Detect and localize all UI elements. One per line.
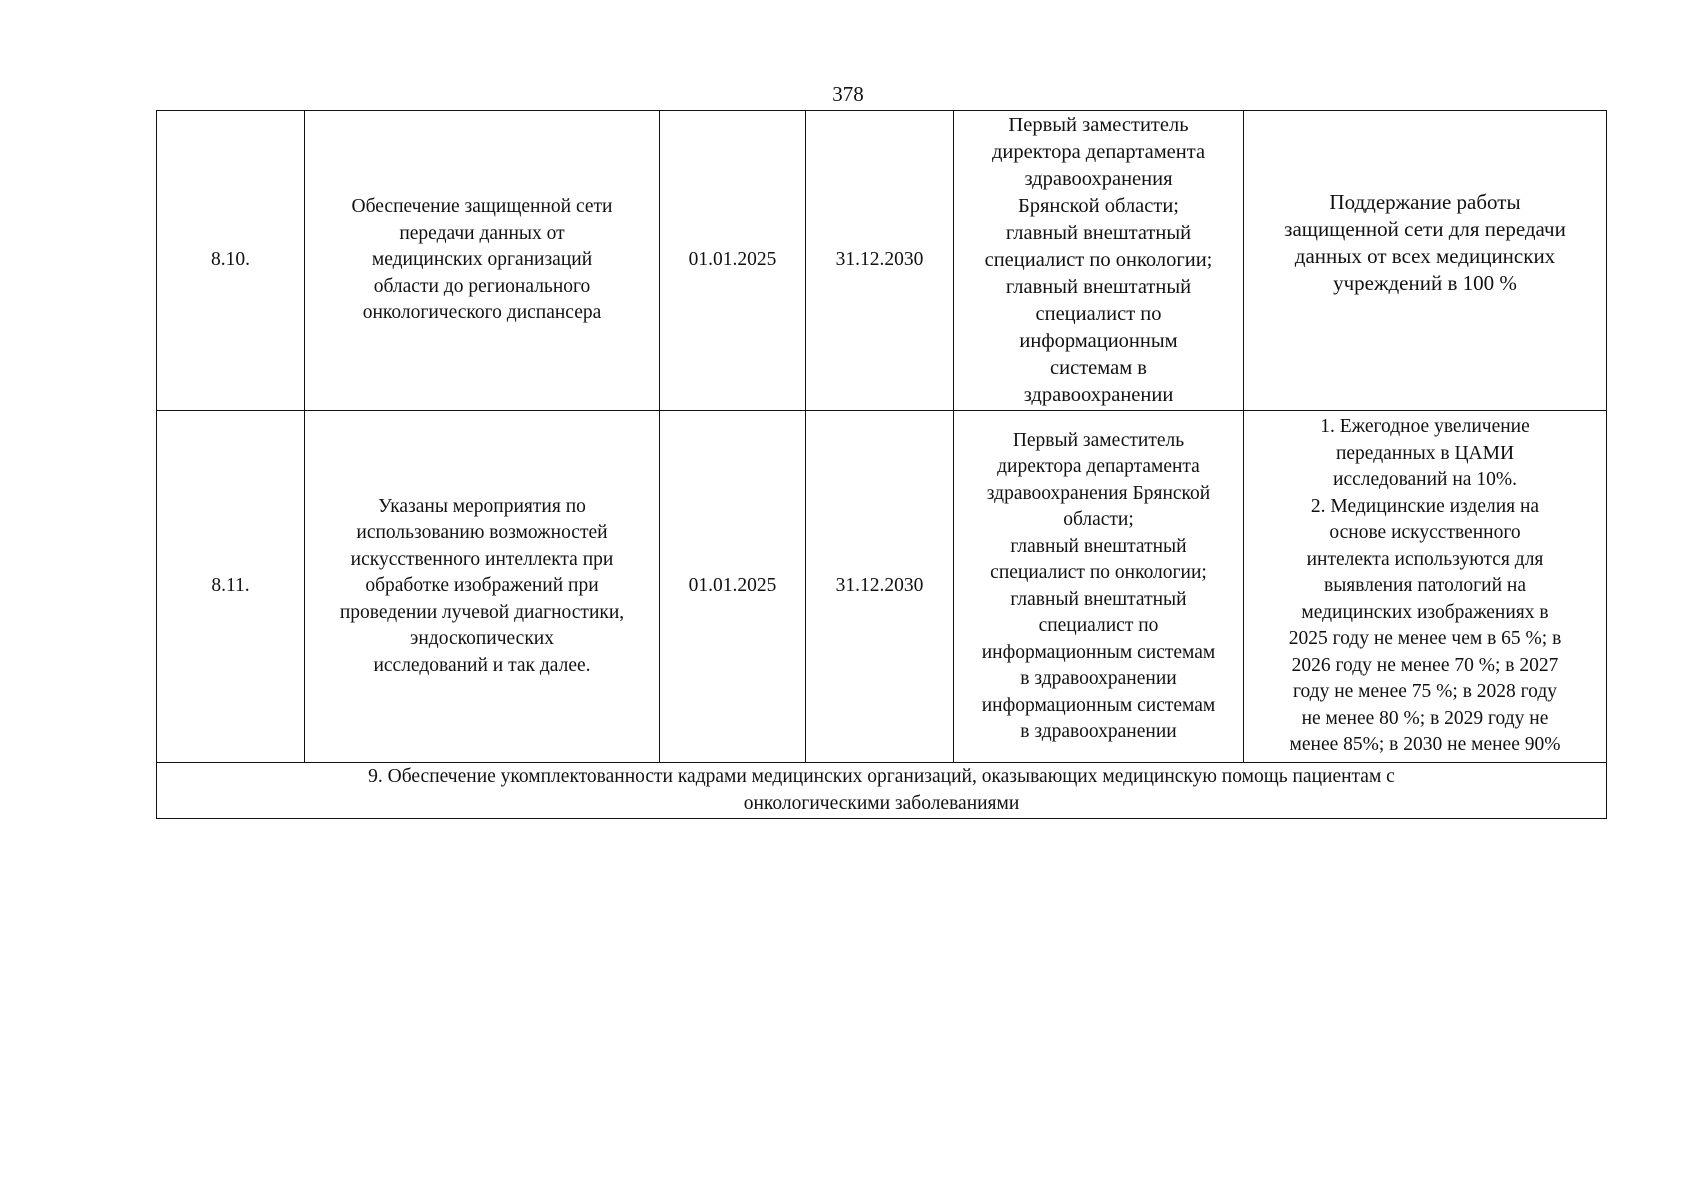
- section-heading: 9. Обеспечение укомплектованности кадрами медицинских организаций, оказывающих медицинскую помощь пациентам с онкологическими заболеваниями: [157, 763, 1607, 819]
- table-row: [157, 411, 1607, 763]
- end-date-cell: 31.12.2030: [806, 411, 954, 763]
- table-row: [157, 111, 1607, 411]
- measures-table: [156, 110, 1607, 819]
- result-cell: 1. Ежегодное увеличение переданных в ЦАМИ исследований на 10%. 2. Медицинские изделия на основе искусственного интелекта используются для выявления патологий на медицинских изображениях в 2025 году не менее чем в 65 %; в 2026 году не менее 70 %; в 2027 году не менее 75 %; в 2028 году не менее 80 %; в 2029 году не менее 85%; в 2030 не менее 90%: [1244, 411, 1607, 763]
- page-number: 378: [832, 82, 864, 106]
- row-number-cell: 8.10.: [157, 111, 305, 411]
- responsible-cell: Первый заместитель директора департамента здравоохранения Брянской области; главный внештатный специалист по онкологии; главный внештатный специалист по информационным системам в здравоохранении информационным системам в здравоохранении: [954, 411, 1244, 763]
- end-date-cell: 31.12.2030: [806, 111, 954, 411]
- row-number-cell: 8.11.: [157, 411, 305, 763]
- section-row: [157, 763, 1607, 819]
- start-date-cell: 01.01.2025: [660, 111, 806, 411]
- start-date-cell: 01.01.2025: [660, 411, 806, 763]
- activity-cell: Указаны мероприятия по использованию возможностей искусственного интеллекта при обработке изображений при проведении лучевой диагностики, эндоскопических исследований и так далее.: [305, 411, 660, 763]
- result-cell: Поддержание работы защищенной сети для передачи данных от всех медицинских учреждений в 100 %: [1244, 111, 1607, 411]
- activity-cell: Обеспечение защищенной сети передачи данных от медицинских организаций области до регионального онкологического диспансера: [305, 111, 660, 411]
- responsible-cell: Первый заместитель директора департамента здравоохранения Брянской области; главный внештатный специалист по онкологии; главный внештатный специалист по информационным системам в здравоохранении: [954, 111, 1244, 411]
